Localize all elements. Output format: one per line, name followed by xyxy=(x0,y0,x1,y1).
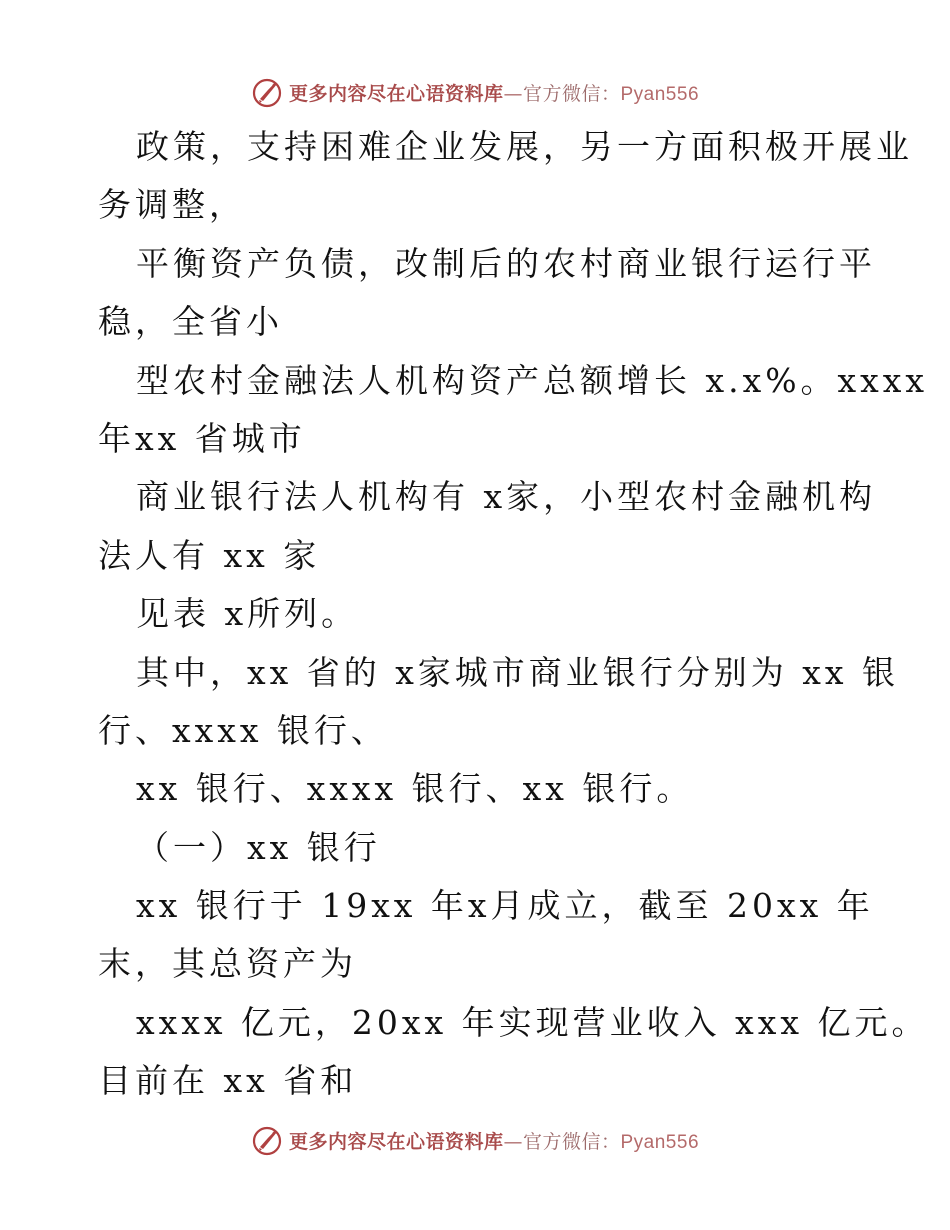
text-line: 平衡资产负债，改制后的农村商业银行运行平 xyxy=(136,243,876,283)
text-line: 法人有 xx 家 xyxy=(98,535,321,575)
text-line: 见表 x所列。 xyxy=(136,594,359,634)
text-line: xx 银行、xxxx 银行、xx 银行。 xyxy=(136,769,694,809)
quill-pen-logo-icon xyxy=(251,1124,283,1156)
footer-separator: — xyxy=(503,1130,523,1153)
header-banner-text xyxy=(289,79,699,106)
text-line: xx 银行于 19xx 年x月成立，截至 20xx 年 xyxy=(136,886,874,926)
header-banner xyxy=(0,72,950,112)
document-body xyxy=(98,118,929,1111)
header-wechat-id: Pyan556 xyxy=(620,83,700,105)
text-line: 稳，全省小 xyxy=(98,302,283,342)
text-line: 目前在 xx 省和 xyxy=(98,1061,358,1101)
header-brand-text: 更多内容尽在心语资料库 xyxy=(288,82,504,105)
text-line: （一）xx 银行 xyxy=(136,827,381,867)
footer-wechat-label: 官方微信： xyxy=(522,1130,621,1153)
text-line: 行、xxxx 银行、 xyxy=(98,710,388,750)
text-line: 型农村金融法人机构资产总额增长 x.x%。xxxx xyxy=(136,360,929,400)
footer-banner-text xyxy=(289,1127,699,1154)
header-separator: — xyxy=(503,82,523,105)
footer-banner xyxy=(0,1120,950,1160)
quill-pen-logo-icon xyxy=(251,76,283,108)
footer-wechat-id: Pyan556 xyxy=(620,1131,700,1153)
footer-brand-text: 更多内容尽在心语资料库 xyxy=(288,1130,504,1153)
text-line: 务调整， xyxy=(98,185,246,225)
text-line: 年xx 省城市 xyxy=(98,418,306,458)
header-wechat-label: 官方微信： xyxy=(522,82,621,105)
text-line: xxxx 亿元，20xx 年实现营业收入 xxx 亿元。 xyxy=(136,1002,929,1042)
text-line: 商业银行法人机构有 x家，小型农村金融机构 xyxy=(136,477,877,517)
text-line: 其中，xx 省的 x家城市商业银行分别为 xx 银 xyxy=(136,652,900,692)
text-line: 政策，支持困难企业发展，另一方面积极开展业 xyxy=(136,127,913,166)
text-line: 末，其总资产为 xyxy=(98,944,357,984)
